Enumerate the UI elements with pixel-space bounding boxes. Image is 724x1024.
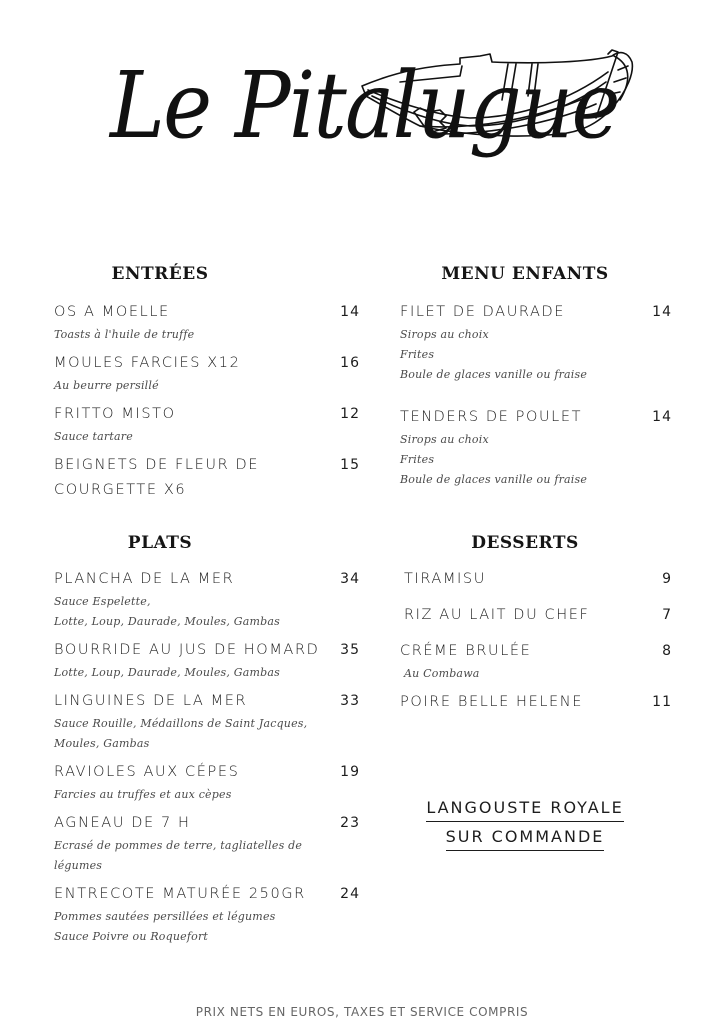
item-name: AGNEAU DE 7 H <box>54 815 191 831</box>
section-title: PLATS <box>127 533 193 553</box>
item-price: 35 <box>340 642 360 658</box>
item-description: Toasts à l'huile de truffe <box>54 328 195 341</box>
item-description: Au Combawa <box>404 667 480 680</box>
section-desserts <box>400 533 672 715</box>
item-description: Boule de glaces vanille ou fraise <box>400 368 588 381</box>
item-name: TIRAMISU <box>404 571 486 587</box>
menu-item <box>400 639 672 684</box>
item-name: FRITTO MISTO <box>54 406 176 422</box>
item-description: Frites <box>400 453 435 466</box>
menu-item <box>54 300 360 345</box>
item-description: Sauce Espelette, <box>54 595 151 608</box>
menu-item <box>400 405 672 490</box>
item-price: 8 <box>662 643 672 659</box>
special-order-notice <box>400 795 650 853</box>
menu-item <box>400 300 672 385</box>
item-description: légumes <box>54 859 103 872</box>
item-name: BEIGNETS DE FLEUR DE COURGETTE X6 <box>54 457 259 498</box>
item-price: 15 <box>340 457 360 473</box>
item-price: 7 <box>662 607 672 623</box>
menu-item <box>54 638 360 683</box>
item-price: 19 <box>340 764 360 780</box>
footer-note: PRIX NETS EN EUROS, TAXES ET SERVICE COMPRIS <box>195 1005 529 1019</box>
item-price: 14 <box>652 304 672 320</box>
menu-item <box>54 567 360 632</box>
item-description: Sauce tartare <box>54 430 133 443</box>
section-title: MENU ENFANTS <box>441 264 609 284</box>
item-name: FILET DE DAURADE <box>400 304 566 320</box>
item-description: Boule de glaces vanille ou fraise <box>400 473 588 486</box>
section-plats <box>54 533 360 947</box>
item-name: ENTRECOTE MATURÉE 250GR <box>54 886 306 902</box>
menu-item <box>400 603 672 628</box>
item-description: Sauce Rouille, Médaillons de Saint Jacques, <box>54 717 308 730</box>
menu-item <box>54 351 360 396</box>
item-price: 34 <box>340 571 360 587</box>
item-name: LINGUINES DE LA MER <box>54 693 248 709</box>
special-line-1: LANGOUSTE ROYALE <box>426 795 623 822</box>
item-description: Sauce Poivre ou Roquefort <box>54 930 209 943</box>
item-price: 9 <box>662 571 672 587</box>
section-title: ENTRÉES <box>111 264 209 284</box>
section-menu-enfants <box>400 264 672 490</box>
item-description: Sirops au choix <box>400 433 489 446</box>
item-name: MOULES FARCIES X12 <box>54 355 241 371</box>
item-price: 11 <box>652 694 672 710</box>
item-price: 16 <box>340 355 360 371</box>
menu-item <box>54 402 360 447</box>
item-price: 12 <box>340 406 360 422</box>
section-title: DESSERTS <box>471 533 579 553</box>
item-description: Pommes sautées persillées et légumes <box>54 910 276 923</box>
item-price: 14 <box>340 304 360 320</box>
item-name: OS A MOELLE <box>54 304 170 320</box>
item-description: Lotte, Loup, Daurade, Moules, Gambas <box>54 615 280 628</box>
item-name: BOURRIDE AU JUS DE HOMARD <box>54 642 320 658</box>
item-price: 23 <box>340 815 360 831</box>
item-name: RAVIOLES AUX CÉPES <box>54 764 240 780</box>
item-price: 33 <box>340 693 360 709</box>
menu-item <box>54 811 360 876</box>
item-name: CRÉME BRULÉE <box>400 643 532 659</box>
menu-item <box>54 689 360 754</box>
item-name: POIRE BELLE HELENE <box>400 694 583 710</box>
menu-item <box>54 760 360 805</box>
menu-item <box>54 882 360 947</box>
item-description: Sirops au choix <box>400 328 489 341</box>
special-line-2: SUR COMMANDE <box>446 824 605 851</box>
restaurant-name: Le Pitalugue <box>110 52 619 159</box>
section-entrees <box>54 264 360 503</box>
item-description: Farcies au truffes et aux cèpes <box>54 788 232 801</box>
item-price: 14 <box>652 409 672 425</box>
item-description: Moules, Gambas <box>54 737 150 750</box>
item-price: 24 <box>340 886 360 902</box>
item-description: Lotte, Loup, Daurade, Moules, Gambas <box>54 666 280 679</box>
item-description: Au beurre persillé <box>54 379 159 392</box>
menu-item <box>400 567 672 592</box>
item-name: RIZ AU LAIT DU CHEF <box>404 607 590 623</box>
item-name: PLANCHA DE LA MER <box>54 571 235 587</box>
item-description: Ecrasé de pommes de terre, tagliatelles de <box>54 839 303 852</box>
restaurant-logo <box>0 0 724 240</box>
item-name: TENDERS DE POULET <box>400 409 583 425</box>
menu-item <box>54 453 360 503</box>
menu-item <box>400 690 672 715</box>
item-description: Frites <box>400 348 435 361</box>
